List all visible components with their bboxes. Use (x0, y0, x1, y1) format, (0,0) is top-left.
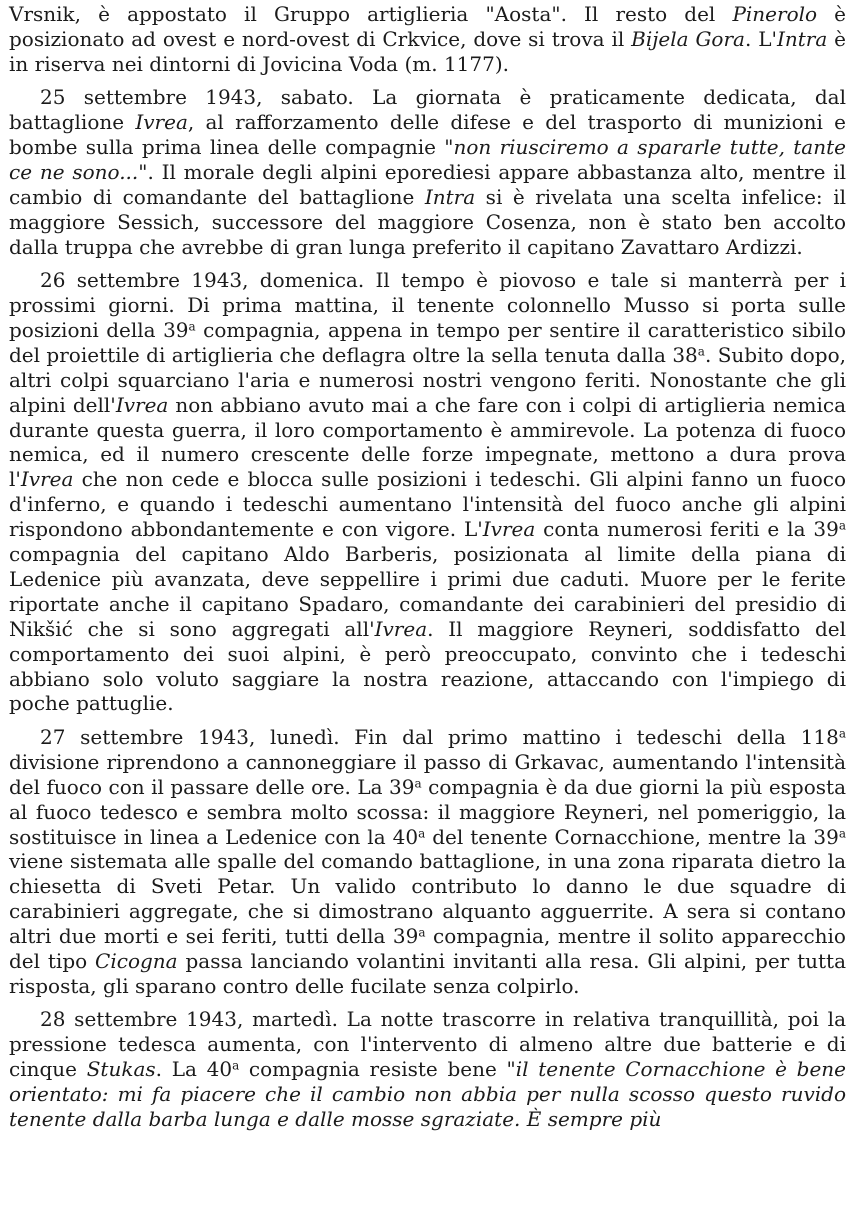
text-run: divisione riprendono a cannoneggiare il passo di Grkavac, aumentando l'intensità del fuoco con il passare delle ore. La 39 (9, 749, 846, 799)
paragraph (9, 725, 846, 999)
text-run: che non cede e blocca sulle posizioni i tedeschi. Gli alpini fanno un fuoco d'inferno, e quando i tedeschi aumentano l'intensità del fuoco anche gli alpini rispondono abbondantemente e con vigore. L' (9, 467, 846, 542)
ordinal-superscript: a (418, 825, 426, 840)
text-run: Vrsnik, è appostato il Gruppo artiglieria "Aosta". Il resto del (9, 2, 733, 26)
ordinal-superscript: a (232, 1058, 240, 1073)
text-run: . Il maggiore Reyneri, soddisfatto del comportamento dei suoi alpini, è però preoccupato, convinto che i tedeschi abbiano solo voluto saggiare la nostra reazione, attaccando con l'impiego di poche pattuglie. (9, 616, 846, 716)
italic-text: Intra (776, 26, 828, 51)
text-run: 26 settembre 1943, domenica. Il tempo è piovoso e tale si manterrà per i prossimi giorni. Di prima mattina, il tenente colonnello Musso si porta sulle posizioni della 39 (9, 268, 846, 342)
text-run: passa lanciando volantini invitanti alla resa. Gli alpini, per tutta risposta, gli sparano contro delle fucilate senza colpirlo. (9, 949, 846, 998)
paragraph (9, 2, 846, 77)
paragraph (9, 268, 846, 716)
ordinal-superscript: a (188, 319, 196, 334)
text-run: . Subito dopo, altri colpi squarciano l'aria e numerosi nostri vengono feriti. Nonostante che gli alpini dell' (9, 342, 846, 417)
ordinal-superscript: a (414, 776, 422, 791)
italic-text: Bijela Gora (631, 26, 745, 51)
ordinal-superscript: a (838, 518, 846, 533)
italic-text: il tenente Cornacchione è bene orientato: mi fa piacere che il cambio non abbia per nulla scosso questo ruvido tenente dalla barba lunga e dalle mosse sgraziate. È sempre più (9, 1057, 846, 1131)
text-run: , al rafforzamento delle difese e del trasporto di munizioni e bombe sulla prima linea delle compagnie " (9, 110, 847, 160)
text-run: non abbiano avuto mai a che fare con i colpi di artiglieria nemica durante questa guerra, il loro comportamento è ammirevole. La potenza di fuoco nemica, ed il numero crescente delle forze impegnate, mettono a dura prova l' (9, 392, 846, 492)
italic-text: non riusciremo a spararle tutte, tante ce ne sono... (9, 135, 846, 184)
text-run: compagnia resiste bene " (239, 1057, 516, 1082)
text-run: viene sistemata alle spalle del comando battaglione, in una zona riparata dietro la chiesetta di Sveti Petar. Un valido contributo lo danno le due squadre di carabinieri aggregate, che si dimostrano alquanto agguerrite. A sera si contano altri due morti e sei feriti, tutti della 39 (9, 849, 846, 949)
text-run: . La 40 (155, 1057, 233, 1082)
italic-text: Pinerolo (732, 2, 818, 26)
text-run: compagnia, appena in tempo per sentire il caratteristico sibilo del proiettile di artiglieria che deflagra oltre la sella tenuta dalla 38 (9, 317, 846, 367)
italic-text: Cicogna (95, 949, 178, 974)
italic-text: Ivrea (374, 616, 428, 641)
ordinal-superscript: a (838, 825, 847, 840)
text-run: compagnia, mentre il solito apparecchio del tipo (9, 924, 846, 974)
text-run: 28 settembre 1943, martedì. La notte trascorre in relativa tranquillità, poi la pressione tedesca aumenta, con l'intervento di almeno altre due batterie e di cinque (9, 1007, 846, 1082)
text-run: 25 settembre 1943, sabato. La giornata è praticamente dedicata, dal battaglione (9, 85, 846, 135)
text-run: del tenente Cornacchione, mentre la 39 (425, 824, 839, 849)
text-run: è in riserva nei dintorni di Jovicina Voda (m. 1177). (9, 26, 847, 76)
italic-text: Ivrea (135, 110, 188, 135)
text-run: è posizionato ad ovest e nord-ovest di Crkvice, dove si trova il (9, 2, 846, 51)
paragraph (9, 1007, 846, 1132)
paragraph (9, 85, 846, 259)
ordinal-superscript: a (418, 925, 426, 940)
italic-text: Ivrea (20, 467, 74, 492)
italic-text: Ivrea (482, 517, 536, 542)
text-run: compagnia del capitano Aldo Barberis, posizionata al limite della piana di Ledenice più avanzata, deve seppellire i primi due caduti. Muore per le ferite riportate anche il capitano Spadaro, comandante dei carabinieri del presidio di Nikšić che si sono aggregati all' (9, 542, 846, 641)
italic-text: Intra (424, 184, 476, 209)
text-run: 27 settembre 1943, lunedì. Fin dal primo mattino i tedeschi della 118 (40, 724, 839, 749)
italic-text: Stukas (86, 1057, 156, 1082)
italic-text: Ivrea (115, 392, 169, 417)
text-run: conta numerosi feriti e la 39 (535, 517, 839, 542)
ordinal-superscript: a (838, 726, 846, 741)
text-run: . L' (744, 26, 777, 51)
ordinal-superscript: a (697, 344, 705, 359)
text-run: ". Il morale degli alpini eporediesi appare abbastanza alto, mentre il cambio di comandante del battaglione (9, 159, 846, 209)
text-run: si è rivelata una scelta infelice: il maggiore Sessich, successore del maggiore Cosenza, non è stato ben accolto dalla truppa che avrebbe di gran lunga preferito il capitano Zavattaro Ardizzi. (9, 184, 846, 259)
text-run: compagnia è da due giorni la più esposta al fuoco tedesco e sembra molto scossa: il maggiore Reyneri, nel pomeriggio, la sostituisce in linea a Ledenice con la 40 (9, 774, 847, 849)
